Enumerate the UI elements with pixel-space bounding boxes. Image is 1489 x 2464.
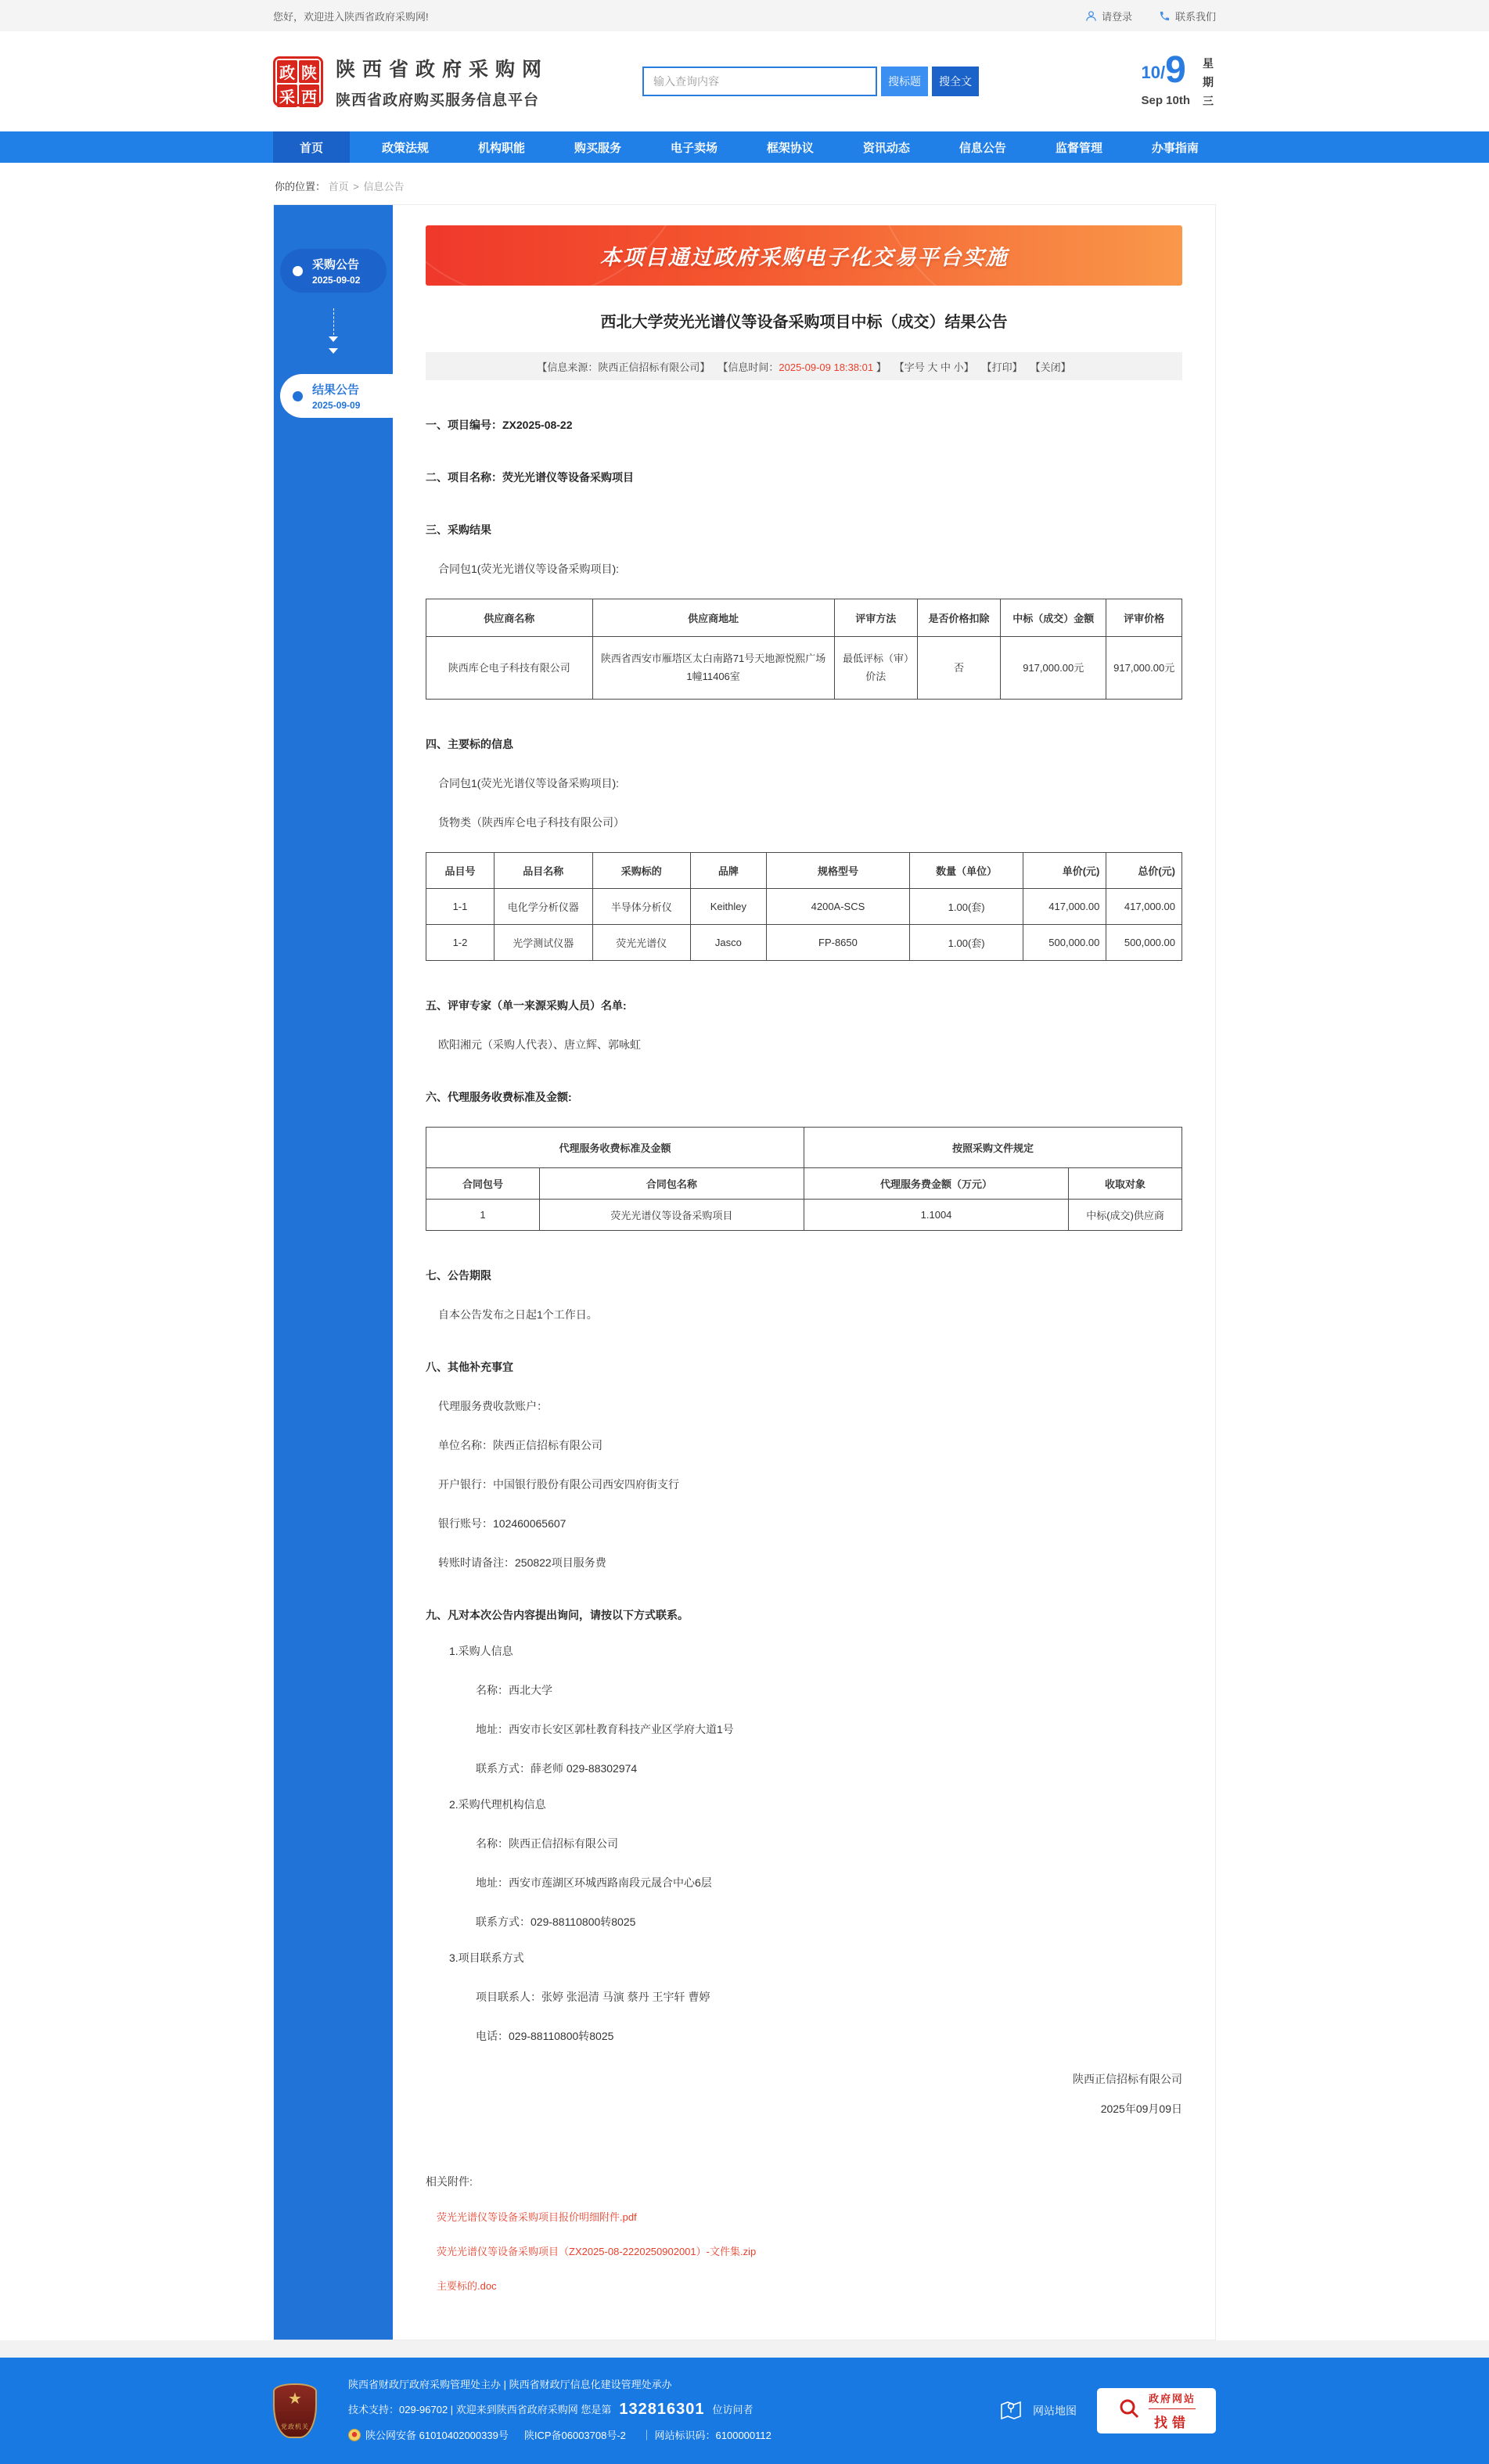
step-dot — [293, 266, 303, 276]
section-5-heading: 五、评审专家（单一来源采购人员）名单: — [426, 998, 627, 1012]
sidebar-step-result-announcement[interactable]: 结果公告 2025-09-09 — [280, 374, 393, 418]
attachment-link-zip[interactable]: 荧光光谱仪等设备采购项目（ZX2025-08-2220250902001）-文件集.zip — [437, 2245, 757, 2257]
search-bar — [642, 67, 979, 96]
section-7-body: 自本公告发布之日起1个工作日。 — [438, 1308, 598, 1321]
arrow-down-icon — [274, 293, 393, 374]
breadcrumb-separator: > — [353, 181, 359, 192]
footer-support-line: 技术支持：029-96702 | 欢迎来到陕西省政府采购网 您是第 132816301 位访问者 — [348, 2401, 753, 2419]
gov-site-find-error-button[interactable]: 政府网站 找错 — [1097, 2388, 1216, 2433]
meta-fontsize-control[interactable]: 【字号 大 中 小】 — [894, 361, 974, 373]
footer-organizer-line: 陕西省财政厅政府采购管理处主办 | 陕西省财政厅信息化建设管理处承办 — [348, 2379, 672, 2391]
map-icon — [998, 2397, 1023, 2424]
project-contacts: 项目联系人：张婷 张浥清 马演 蔡丹 王宇轩 曹婷 — [476, 1990, 710, 2003]
step-dot — [293, 391, 303, 401]
beian-police-link[interactable]: 陕公网安备 61010402000339号 — [365, 2429, 509, 2441]
payee-company: 单位名称：陕西正信招标有限公司 — [438, 1438, 602, 1451]
contact-button[interactable] — [1159, 9, 1216, 23]
date-english: Sep 10th — [1141, 94, 1190, 108]
footer-divider — [0, 2340, 1489, 2358]
nav-item-framework[interactable]: 框架协议 — [766, 141, 814, 155]
table-header-row: 供应商名称 供应商地址 评审方法 是否价格扣除 中标（成交）金额 评审价格 — [426, 599, 1182, 637]
section-3-package: 合同包1(荧光光谱仪等设备采购项目): — [438, 563, 619, 575]
header — [0, 31, 1489, 131]
meta-time: 【信息时间：2025-09-09 18:38:01 】 — [718, 361, 887, 373]
magnifier-icon — [1117, 2397, 1141, 2424]
beian-icp-link[interactable]: 陕ICP备06003708号-2 — [523, 2429, 626, 2441]
table-header-row: 品目号 品目名称 采购标的 品牌 规格型号 数量（单位） 单价(元) 总价(元) — [426, 852, 1182, 888]
meta-source: 【信息来源：陕西正信招标有限公司】 — [537, 361, 710, 373]
e-platform-banner: 本项目通过政府采购电子化交易平台实施 — [426, 225, 1182, 286]
agency-name: 名称：陕西正信招标有限公司 — [476, 1836, 618, 1850]
phone-icon — [1159, 10, 1171, 22]
person-icon — [1085, 10, 1097, 22]
page-title: 西北大学荧光光谱仪等设备采购项目中标（成交）结果公告 — [600, 314, 1008, 331]
section-1-project-number: 一、项目编号：ZX2025-08-22 — [426, 419, 573, 431]
section-8-heading: 八、其他补充事宜 — [426, 1360, 513, 1373]
supplier-result-table — [426, 599, 1182, 700]
breadcrumb-home-link[interactable]: 首页 — [328, 181, 349, 192]
table-row: 1-2 光学测试仪器 荧光光谱仪 Jasco FP-8650 1.00(套) 500,000.00 500,000.00 — [426, 924, 1182, 960]
login-label: 请登录 — [1101, 10, 1132, 23]
nav-item-purchase-services[interactable]: 购买服务 — [574, 141, 621, 155]
project-phone: 电话：029-88110800转8025 — [476, 2029, 614, 2042]
section-5-experts: 欧阳湘元（采购人代表）、唐立辉、郭咏虹 — [438, 1038, 641, 1051]
attachment-link-doc[interactable]: 主要标的.doc — [437, 2279, 497, 2292]
footer — [0, 2358, 1489, 2464]
meta-close-button[interactable]: 【关闭】 — [1030, 361, 1071, 373]
site-code: ｜ 网站标识码：6100000112 — [641, 2429, 771, 2441]
nav-item-home[interactable]: 首页 — [273, 131, 350, 163]
timeline-sidebar — [274, 205, 393, 2340]
nav-item-announcements[interactable]: 信息公告 — [958, 141, 1006, 155]
payee-account-label: 代理服务费收款账户： — [438, 1399, 548, 1412]
meta-print-button[interactable]: 【打印】 — [981, 361, 1023, 373]
nav-item-supervision[interactable]: 监督管理 — [1055, 141, 1102, 155]
table-row: 1 荧光光谱仪等设备采购项目 1.1004 中标(成交)供应商 — [426, 1199, 1182, 1230]
payee-bank: 开户银行：中国银行股份有限公司西安四府街支行 — [438, 1477, 679, 1491]
nav-item-policies[interactable]: 政策法规 — [381, 141, 429, 155]
breadcrumb-label: 你的位置： — [275, 181, 326, 192]
topbar-welcome: 您好，欢迎进入陕西省政府采购网! — [273, 10, 429, 23]
nav-item-e-mall[interactable]: 电子卖场 — [670, 141, 718, 155]
contact-label: 联系我们 — [1174, 10, 1216, 23]
sitemap-link[interactable]: 网站地图 — [998, 2397, 1077, 2424]
site-title: 陕西省政府采购网 — [336, 58, 549, 81]
buyer-address: 地址：西安市长安区郭杜教育科技产业区学府大道1号 — [476, 1722, 734, 1736]
sidebar-step-purchase-announcement[interactable]: 采购公告 2025-09-02 — [280, 249, 387, 293]
date-widget — [1141, 49, 1216, 110]
search-input[interactable] — [642, 67, 877, 96]
signature-block — [426, 2074, 1182, 2114]
article-meta-bar — [426, 352, 1182, 380]
buyer-contact: 联系方式：薛老师 029-88302974 — [476, 1761, 638, 1775]
date-day: 9 — [1165, 49, 1186, 92]
police-badge-icon — [348, 2429, 361, 2441]
section-3-heading: 三、采购结果 — [426, 523, 491, 536]
signature-company: 陕西正信招标有限公司 — [1073, 2072, 1182, 2085]
section-7-heading: 七、公告期限 — [426, 1268, 491, 1282]
attachment-link-pdf[interactable]: 荧光光谱仪等设备采购项目报价明细附件.pdf — [437, 2210, 637, 2223]
party-government-emblem-icon: ★ 党政机关 — [273, 2383, 317, 2438]
section-4-package: 合同包1(荧光光谱仪等设备采购项目): — [438, 776, 619, 790]
footer-beian-line — [348, 2429, 771, 2441]
agency-info-title: 2.采购代理机构信息 — [449, 1797, 546, 1811]
search-title-button[interactable]: 搜标题 — [881, 67, 928, 96]
agency-contact: 联系方式：029-88110800转8025 — [476, 1915, 636, 1928]
site-subtitle: 陕西省政府购买服务信息平台 — [336, 92, 540, 109]
topbar — [0, 0, 1489, 31]
nav-item-news[interactable]: 资讯动态 — [862, 141, 910, 155]
search-fulltext-button[interactable]: 搜全文 — [932, 67, 979, 96]
buyer-info-title: 1.采购人信息 — [449, 1644, 513, 1657]
project-contact-title: 3.项目联系方式 — [449, 1951, 524, 1964]
section-9-heading: 九、凡对本次公告内容提出询问，请按以下方式联系。 — [426, 1608, 689, 1621]
buyer-name: 名称：西北大学 — [476, 1683, 552, 1696]
date-month: 10/ — [1141, 63, 1166, 83]
nav-item-guide[interactable]: 办事指南 — [1151, 141, 1199, 155]
payee-transfer-note: 转账时请备注：250822项目服务费 — [438, 1556, 606, 1569]
agency-fee-table — [426, 1127, 1182, 1231]
signature-date: 2025年09月09日 — [1100, 2102, 1182, 2115]
visitor-count: 132816301 — [619, 2401, 705, 2419]
section-6-heading: 六、代理服务收费标准及金额: — [426, 1090, 572, 1103]
article-main — [393, 205, 1215, 2340]
breadcrumb-current-link[interactable]: 信息公告 — [363, 181, 405, 192]
table-header-row: 合同包号 合同包名称 代理服务费金额（万元） 收取对象 — [426, 1167, 1182, 1199]
breadcrumb — [273, 163, 1216, 204]
bid-items-table — [426, 852, 1182, 961]
table-row: 陕西库仑电子科技有限公司 陕西省西安市雁塔区太白南路71号天地源悦熙广场1幢11406室 最低评标（审）价法 否 917,000.00元 917,000.00元 — [426, 637, 1182, 700]
section-4-heading: 四、主要标的信息 — [426, 737, 513, 750]
section-2-project-name: 二、项目名称：荧光光谱仪等设备采购项目 — [426, 471, 634, 484]
site-logo: 政 陕 采 西 — [273, 56, 323, 106]
table-row: 1-1 电化学分析仪器 半导体分析仪 Keithley 4200A-SCS 1.00(套) 417,000.00 417,000.00 — [426, 888, 1182, 924]
section-4-category: 货物类（陕西库仑电子科技有限公司） — [438, 815, 624, 829]
weekday-label: 星期三 — [1203, 57, 1214, 107]
table-header-row: 代理服务收费标准及金额 按照采购文件规定 — [426, 1127, 1182, 1167]
nav-item-functions[interactable]: 机构职能 — [477, 141, 525, 155]
login-button[interactable] — [1085, 9, 1132, 23]
main-nav — [0, 131, 1489, 163]
agency-address: 地址：西安市莲湖区环城西路南段元晟合中心6层 — [476, 1876, 712, 1889]
payee-account-number: 银行账号：102460065607 — [438, 1516, 566, 1530]
attachments-label: 相关附件: — [426, 2174, 473, 2188]
